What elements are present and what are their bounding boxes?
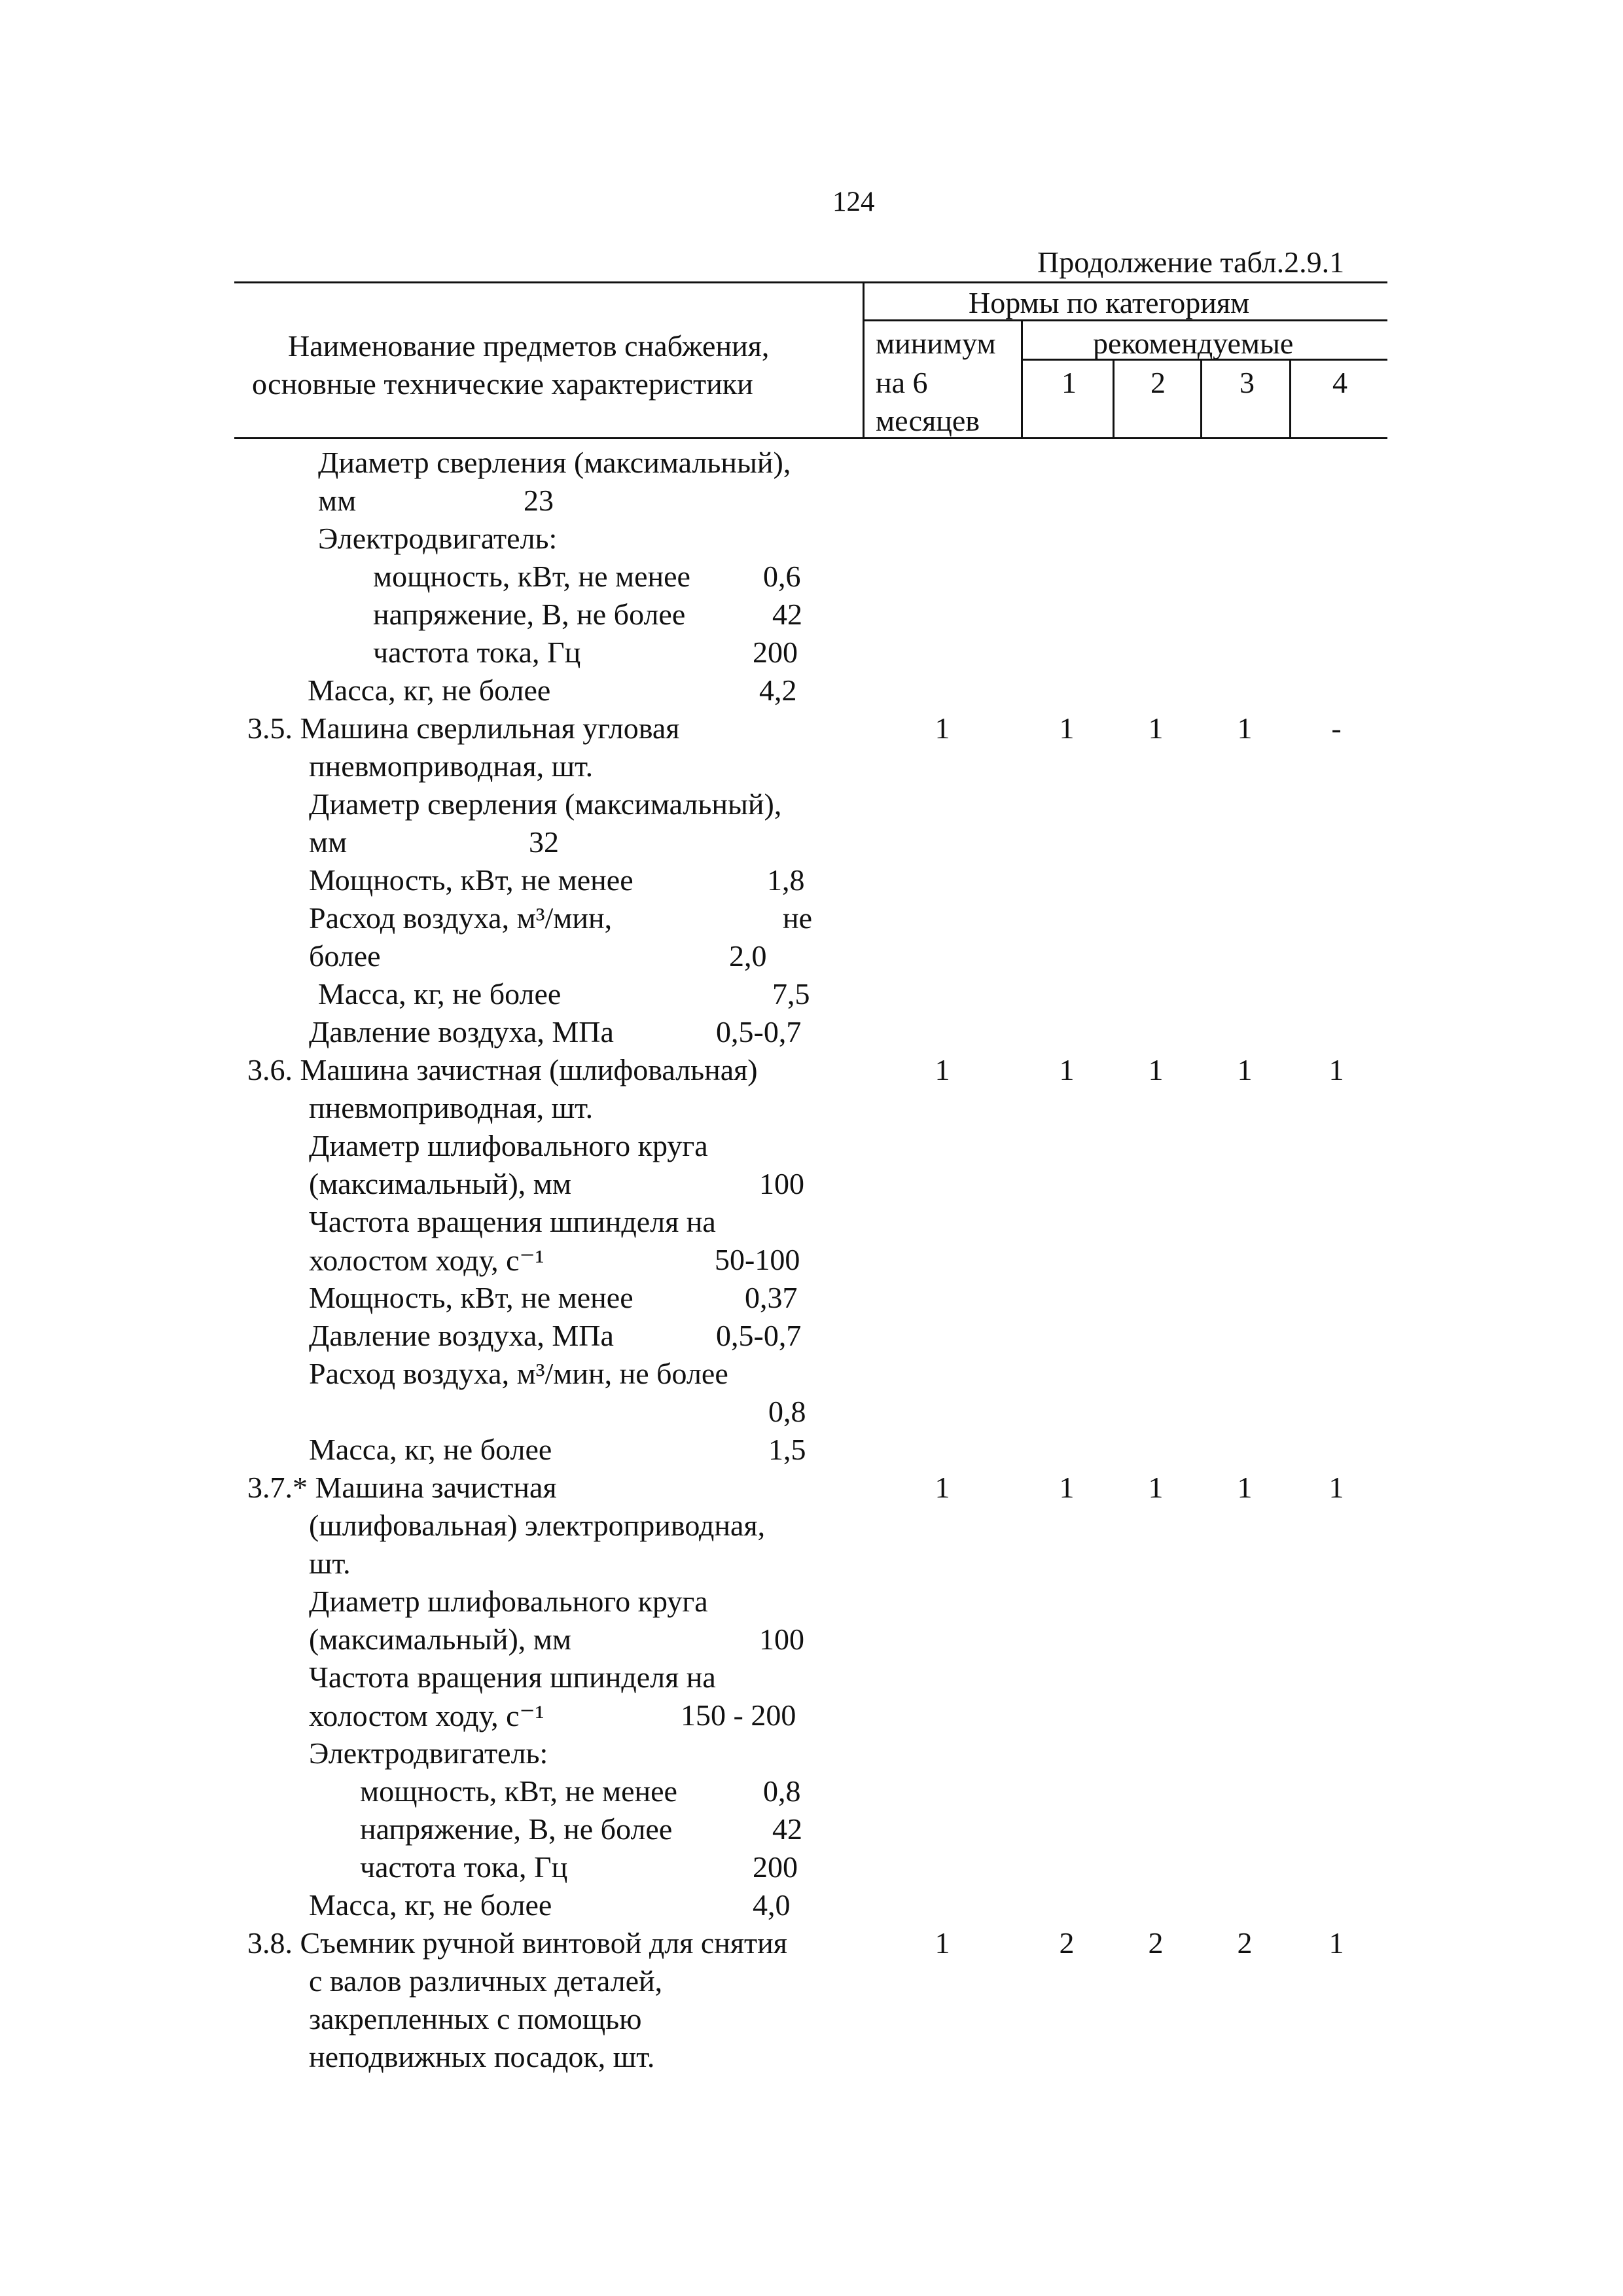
header-minimum-line3: месяцев xyxy=(876,404,980,437)
spec-line: Масса, кг, не более xyxy=(318,977,562,1011)
norm-category-1: 1 xyxy=(1059,711,1075,745)
header-col-divider-cat1 xyxy=(1113,359,1115,439)
header-col-divider-cat2 xyxy=(1200,359,1202,439)
spec-line: (максимальный), мм xyxy=(309,1167,571,1200)
norm-category-2: 1 xyxy=(1148,1053,1164,1086)
norm-minimum: 1 xyxy=(935,711,950,745)
header-minimum-line2: на 6 xyxy=(876,366,928,399)
spec-line: напряжение, В, не более xyxy=(360,1812,673,1846)
spec-line: шт. xyxy=(309,1547,351,1580)
spec-line: более xyxy=(309,939,381,973)
table-continuation-caption: Продолжение табл.2.9.1 xyxy=(1037,245,1345,279)
spec-line: Масса, кг, не более xyxy=(309,1433,552,1466)
spec-line: мм xyxy=(318,484,357,517)
header-col-divider-cat3 xyxy=(1289,359,1291,439)
spec-value: 0,8 xyxy=(763,1774,801,1808)
spec-value: 2,0 xyxy=(729,939,767,973)
norm-category-2: 2 xyxy=(1148,1926,1164,1960)
spec-line: мощность, кВт, не менее xyxy=(360,1774,677,1808)
spec-line: закрепленных с помощью xyxy=(309,2002,642,2036)
spec-line: Масса, кг, не более xyxy=(309,1888,552,1922)
item-3-7-title: 3.7.* Машина зачистная xyxy=(247,1471,557,1504)
spec-line: Диаметр шлифовального круга xyxy=(309,1585,708,1618)
header-category-1: 1 xyxy=(1061,366,1077,399)
spec-line: Частота вращения шпинделя на xyxy=(309,1205,716,1238)
spec-line: частота тока, Гц xyxy=(360,1850,568,1884)
spec-line: неподвижных посадок, шт. xyxy=(309,2040,655,2073)
item-3-5-title: 3.5. Машина сверлильная угловая xyxy=(247,711,680,745)
spec-value: 0,6 xyxy=(763,560,801,593)
norm-category-4: 1 xyxy=(1329,1926,1344,1960)
header-col-divider-minimum xyxy=(1021,319,1023,439)
spec-value: 42 xyxy=(772,598,802,631)
spec-line: мощность, кВт, не менее xyxy=(373,560,690,593)
norm-category-3: 1 xyxy=(1237,1471,1253,1504)
page-number: 124 xyxy=(832,187,875,217)
spec-line: Давление воздуха, МПа xyxy=(309,1015,614,1049)
header-category-4: 4 xyxy=(1332,366,1347,399)
spec-value: 0,37 xyxy=(745,1281,798,1314)
spec-line: холостом ходу, с⁻¹ xyxy=(309,1699,544,1732)
spec-line: пневмоприводная, шт. xyxy=(309,1091,594,1124)
norm-category-1: 1 xyxy=(1059,1471,1075,1504)
spec-value: 1,5 xyxy=(768,1433,806,1466)
spec-line: (максимальный), мм xyxy=(309,1623,571,1656)
spec-value: 4,2 xyxy=(759,673,797,707)
header-bottom-rule xyxy=(234,437,1387,439)
header-col-divider-name xyxy=(863,281,865,439)
header-top-rule xyxy=(234,281,1387,283)
spec-line: мм xyxy=(309,825,348,859)
norm-category-4: 1 xyxy=(1329,1053,1344,1086)
spec-line: Масса, кг, не более xyxy=(308,673,551,707)
spec-line: (шлифовальная) электроприводная, xyxy=(309,1509,766,1542)
header-name-line1: Наименование предметов снабжения, xyxy=(288,329,770,363)
spec-value: 7,5 xyxy=(772,977,810,1011)
spec-value: 100 xyxy=(759,1623,804,1656)
item-3-6-title: 3.6. Машина зачистная (шлифовальная) xyxy=(247,1053,758,1086)
spec-value: 50-100 xyxy=(715,1243,800,1276)
spec-line: Частота вращения шпинделя на xyxy=(309,1660,716,1694)
spec-line: напряжение, В, не более xyxy=(373,598,686,631)
norm-category-3: 1 xyxy=(1237,1053,1253,1086)
norm-category-3: 1 xyxy=(1237,711,1253,745)
spec-line: Расход воздуха, м³/мин, xyxy=(309,901,613,935)
spec-line: частота тока, Гц xyxy=(373,636,581,669)
spec-value: 32 xyxy=(529,825,559,859)
spec-value: не xyxy=(783,901,813,935)
norm-category-4: - xyxy=(1331,711,1342,745)
item-3-8-title: 3.8. Съемник ручной винтовой для снятия xyxy=(247,1926,787,1960)
norm-category-3: 2 xyxy=(1237,1926,1253,1960)
spec-value: 23 xyxy=(524,484,554,517)
spec-line: холостом ходу, с⁻¹ xyxy=(309,1244,544,1277)
norm-category-1: 2 xyxy=(1059,1926,1075,1960)
spec-value: 1,8 xyxy=(767,863,805,897)
header-category-3: 3 xyxy=(1240,366,1255,399)
header-norms-title: Нормы по категориям xyxy=(969,286,1250,319)
spec-value: 200 xyxy=(753,636,798,669)
spec-line: пневмоприводная, шт. xyxy=(309,749,594,783)
norm-category-1: 1 xyxy=(1059,1053,1075,1086)
spec-line: Диаметр шлифовального круга xyxy=(309,1129,708,1162)
norm-category-2: 1 xyxy=(1148,1471,1164,1504)
spec-value: 42 xyxy=(772,1812,802,1846)
spec-line: Мощность, кВт, не менее xyxy=(309,863,633,897)
norm-minimum: 1 xyxy=(935,1471,950,1504)
header-minimum-line1: минимум xyxy=(876,327,996,360)
norm-category-4: 1 xyxy=(1329,1471,1344,1504)
spec-value: 100 xyxy=(759,1167,804,1200)
spec-line: Мощность, кВт, не менее xyxy=(309,1281,633,1314)
spec-line: Диаметр сверления (максимальный), xyxy=(318,446,791,479)
spec-line: Расход воздуха, м³/мин, не более xyxy=(309,1357,728,1390)
spec-value: 150 - 200 xyxy=(681,1698,796,1732)
header-recommended: рекомендуемые xyxy=(1093,327,1294,360)
header-name-line2: основные технические характеристики xyxy=(252,367,753,401)
header-category-2: 2 xyxy=(1150,366,1166,399)
norm-category-2: 1 xyxy=(1148,711,1164,745)
spec-value: 200 xyxy=(753,1850,798,1884)
norm-minimum: 1 xyxy=(935,1926,950,1960)
spec-line: с валов различных деталей, xyxy=(309,1964,663,1998)
spec-line: Давление воздуха, МПа xyxy=(309,1319,614,1352)
spec-value: 4,0 xyxy=(753,1888,791,1922)
spec-value: 0,5-0,7 xyxy=(716,1319,802,1352)
spec-value: 0,8 xyxy=(768,1395,806,1428)
spec-value: 0,5-0,7 xyxy=(716,1015,802,1049)
spec-line: Электродвигатель: xyxy=(309,1736,548,1770)
spec-line: Электродвигатель: xyxy=(318,522,558,555)
norm-minimum: 1 xyxy=(935,1053,950,1086)
spec-line: Диаметр сверления (максимальный), xyxy=(309,787,782,821)
